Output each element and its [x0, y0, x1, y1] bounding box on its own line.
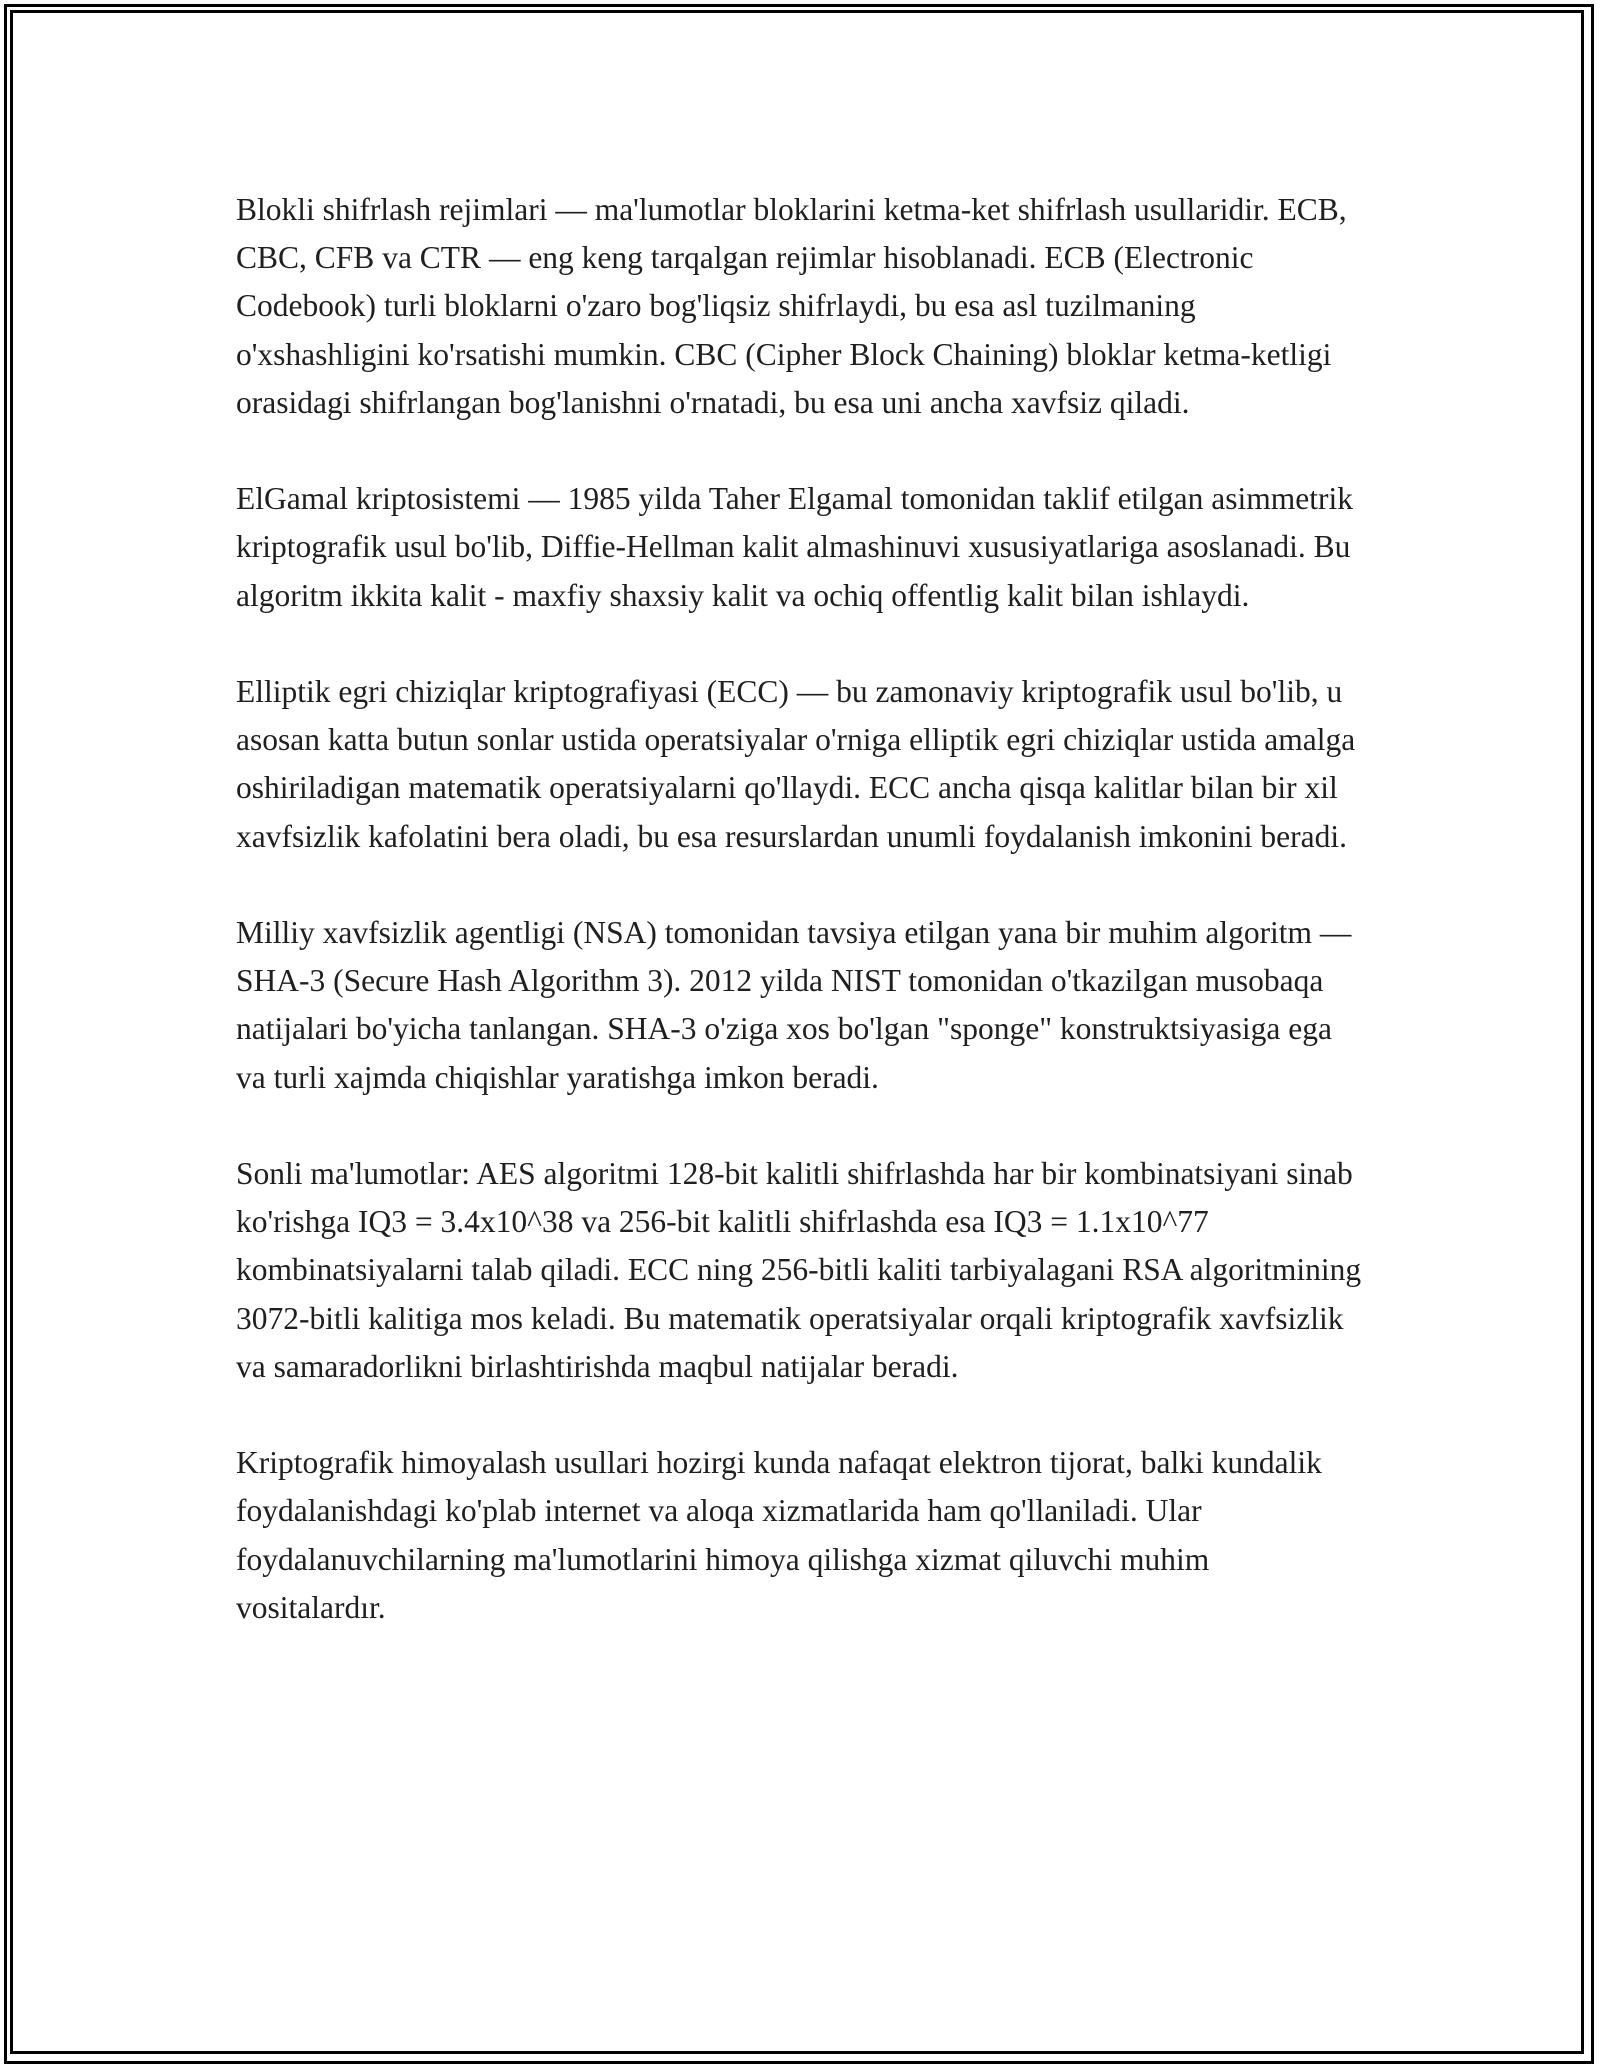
paragraph-elgamal: ElGamal kriptosistemi — 1985 yilda Taher Elgamal tomonidan taklif etilgan asimmetrik kriptografik usul bo'lib, Diffie-Hellman kalit almashinuvi xususiyatlariga asoslanadi. Bu algoritm ikkita kalit - maxfiy shaxsiy kalit va ochiq offentlig kalit bilan ishlaydi. [236, 481, 1353, 613]
paragraph-ecc: Elliptik egri chiziqlar kriptografiyasi (ECC) — bu zamonaviy kriptografik usul bo'lib, u asosan katta butun sonlar ustida operatsiyalar o'rniga elliptik egri chiziqlar ustida amalga oshiriladigan matematik operatsiyalarni qo'llaydi. ECC ancha qisqa kalitlar bilan bir xil xavfsizlik kafolatini bera oladi, bu esa resurslardan unumli foydalanish imkonini beradi. [236, 674, 1356, 854]
paragraph-numeric-data: Sonli ma'lumotlar: AES algoritmi 128-bit kalitli shifrlashda har bir kombinatsiyani sinab ko'rishga IQ3 = 3.4x10^38 va 256-bit kalitli shifrlashda esa IQ3 = 1.1x10^77 kombinatsiyalarni talab qiladi. ECC ning 256-bitli kaliti tarbiyalagani RSA algoritmining 3072-bitli kalitiga mos keladi. Bu matematik operatsiyalar orqali kriptografik xavfsizlik va samaradorlikni birlashtirishda maqbul natijalar beradi. [236, 1156, 1362, 1384]
paragraph-block-cipher-modes: Blokli shifrlash rejimlari — ma'lumotlar bloklarini ketma-ket shifrlash usullaridir. ECB, CBC, CFB va CTR — eng keng tarqalgan rejimlar hisoblanadi. ECB (Electronic Codebook) turli bloklarni o'zaro bog'liqsiz shifrlaydi, bu esa asl tuzilmaning o'xshashligini ko'rsatishi mumkin. CBC (Cipher Block Chaining) bloklar ketma-ketligi orasidagi shifrlangan bog'lanishni o'rnatadi, bu esa uni ancha xavfsiz qiladi. [236, 192, 1347, 420]
paragraph-applications: Kriptografik himoyalash usullari hozirgi kunda nafaqat elektron tijorat, balki kundalik foydalanishdagi ko'plab internet va aloqa xizmatlarida ham qo'llaniladi. Ular foydalanuvchilarning ma'lumotlarini himoya qilishga xizmat qiluvchi muhim vositalardır. [236, 1445, 1322, 1625]
paragraph-sha3: Milliy xavfsizlik agentligi (NSA) tomonidan tavsiya etilgan yana bir muhim algoritm — SHA-3 (Secure Hash Algorithm 3). 2012 yilda NIST tomonidan o'tkazilgan musobaqa natijalari bo'yicha tanlangan. SHA-3 o'ziga xos bo'lgan "sponge" konstruktsiyasiga ega va turli xajmda chiqishlar yaratishga imkon beradi. [236, 915, 1352, 1095]
document-body [236, 186, 1366, 1680]
